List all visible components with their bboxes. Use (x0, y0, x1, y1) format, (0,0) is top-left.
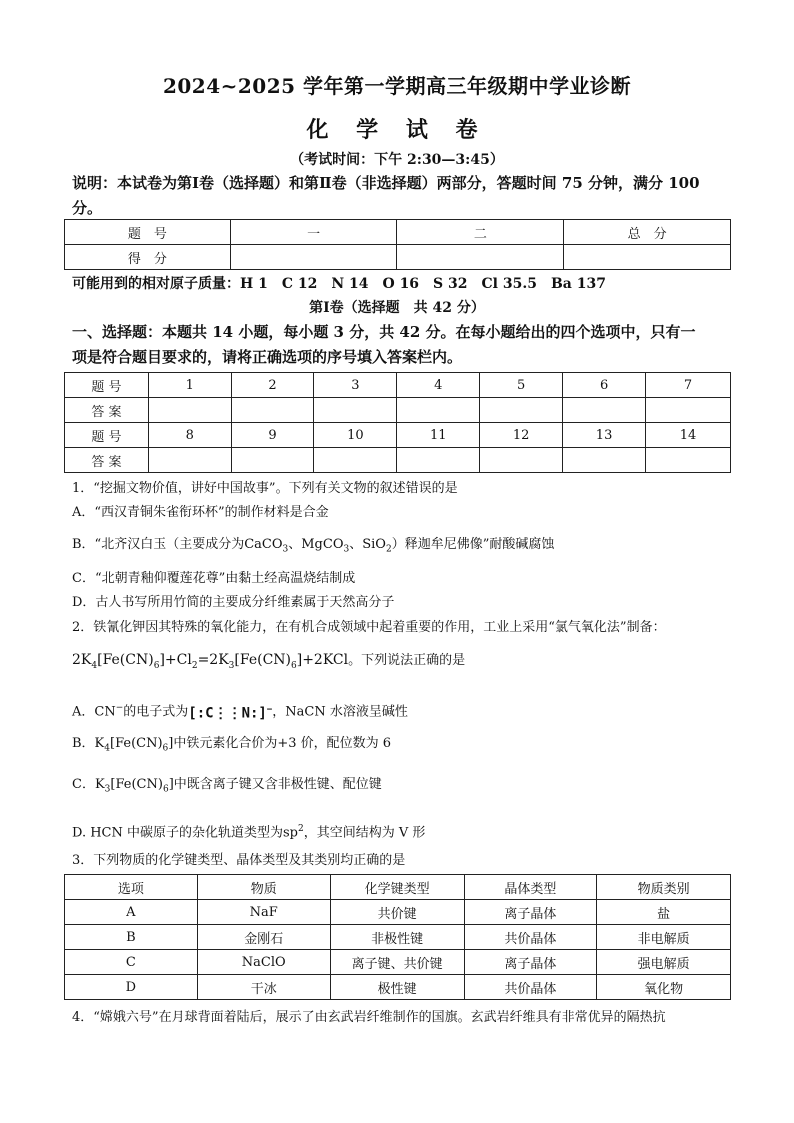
exam-time: （考试时间：下午 2:30—3:45） (290, 152, 504, 168)
answer-cell[interactable] (563, 448, 646, 473)
question-number: 2 (231, 373, 314, 398)
q3-table (64, 874, 731, 1000)
q3-header-cell: 选项 (65, 875, 198, 900)
instructions-line-2: 分。 (72, 199, 103, 217)
q3-cell: A (65, 900, 198, 925)
q3-cell: 极性键 (330, 975, 464, 1000)
q1-option-b-tail: ）释迦牟尼佛像”耐酸碱腐蚀 (391, 537, 555, 552)
q1-option-c: C．“北朝青釉仰覆莲花尊”由黏土经高温烧结制成 (72, 571, 356, 586)
q2-stem: 2．铁氰化钾因其特殊的氧化能力，在有机合成领域中起着重要的作用，工业上采用“氯气氧化法”制备： (72, 620, 666, 635)
answer-cell[interactable] (148, 398, 231, 423)
answer-table-label: 题 号 (65, 373, 149, 398)
q3-cell: B (65, 925, 198, 950)
q1-option-a: A．“西汉青铜朱雀衔环杯”的制作材料是合金 (72, 505, 329, 520)
q2-d-post: ，其空间结构为 V 形 (303, 825, 426, 841)
question-number: 8 (148, 423, 231, 448)
answer-cell[interactable] (314, 398, 397, 423)
q4-stem: 4．“嫦娥六号”在月球背面着陆后，展示了由玄武岩纤维制作的国旗。玄武岩纤维具有非常优异的隔热抗 (72, 1010, 666, 1025)
answer-cell[interactable] (397, 448, 480, 473)
score-table (64, 219, 731, 270)
q2-option-c: C．$K_3[Fe(CN)_6]$中既含离子键又含非极性键、配位键 (72, 777, 382, 795)
instructions-line-1: 说明：本试卷为第Ⅰ卷（选择题）和第Ⅱ卷（非选择题）两部分，答题时间 75 分钟，满分 100 (72, 174, 700, 192)
q2-c-post: 中既含离子键又含非极性键、配位键 (173, 777, 382, 792)
q3-cell: 离子键、共价键 (330, 950, 464, 975)
score-header-cell: 题 号 (65, 220, 231, 245)
q3-cell: 共价晶体 (464, 925, 597, 950)
answer-cell[interactable] (231, 398, 314, 423)
answer-cell[interactable] (397, 398, 480, 423)
cyanide-lewis-structure: [:C⋮⋮N:]− (188, 705, 273, 722)
answer-cell[interactable] (231, 448, 314, 473)
q1-option-b-text: B．“北齐汉白玉（主要成分为 (72, 537, 245, 552)
q3-cell: 离子晶体 (464, 950, 597, 975)
q3-cell: 金刚石 (197, 925, 330, 950)
answer-cell[interactable] (314, 448, 397, 473)
question-number: 7 (646, 373, 731, 398)
answer-cell[interactable] (646, 448, 731, 473)
q2-a-post: ，NaCN 水溶液呈碱性 (272, 704, 408, 720)
answer-cell[interactable] (480, 448, 563, 473)
q3-stem: 3．下列物质的化学键类型、晶体类型及其类别均正确的是 (72, 853, 406, 868)
answer-cell[interactable] (480, 398, 563, 423)
atomic-masses: 可能用到的相对原子质量：H 1 C 12 N 14 O 16 S 32 Cl 35.5 Ba 137 (72, 276, 606, 292)
q3-cell: 氧化物 (597, 975, 731, 1000)
score-cell (397, 245, 564, 270)
q3-cell: C (65, 950, 198, 975)
question-number: 3 (314, 373, 397, 398)
q2-equation-tail: 。下列说法正确的是 (348, 653, 466, 668)
q2-a-prefix: A．CN (72, 704, 116, 720)
q3-header-cell: 化学键类型 (330, 875, 464, 900)
q3-cell: NaF (197, 900, 330, 925)
answer-cell[interactable] (563, 398, 646, 423)
score-cell (564, 245, 731, 270)
question-number: 1 (148, 373, 231, 398)
score-label-cell: 得 分 (65, 245, 231, 270)
q2-a-mid: 的电子式为 (123, 704, 189, 720)
score-header-cell: 二 (397, 220, 564, 245)
q3-cell: 共价键 (330, 900, 464, 925)
q2-option-a: A．CN−的电子式为[:C⋮⋮N:]−，NaCN 水溶液呈碱性 (72, 703, 408, 722)
q2-option-d: D. HCN 中碳原子的杂化轨道类型为$sp^2$，其空间结构为 V 形 (72, 824, 426, 841)
q3-cell: 强电解质 (597, 950, 731, 975)
answer-table-label: 题 号 (65, 423, 149, 448)
q2-option-b: B．$K_4[Fe(CN)_6]$中铁元素化合价为+3 价，配位数为 6 (72, 736, 392, 754)
question-number: 12 (480, 423, 563, 448)
score-header-cell: 总 分 (564, 220, 731, 245)
q3-cell: 离子晶体 (464, 900, 597, 925)
q3-cell: 非极性键 (330, 925, 464, 950)
q3-cell: 共价晶体 (464, 975, 597, 1000)
question-number: 10 (314, 423, 397, 448)
q3-header-cell: 物质 (197, 875, 330, 900)
q3-cell: D (65, 975, 198, 1000)
q1-stem: 1．“挖掘文物价值，讲好中国故事”。下列有关文物的叙述错误的是 (72, 481, 458, 496)
q3-cell: 盐 (597, 900, 731, 925)
question-number: 4 (397, 373, 480, 398)
answer-table-label: 答 案 (65, 448, 149, 473)
answer-table-label: 答 案 (65, 398, 149, 423)
subject-title: 化 学 试 卷 (306, 117, 488, 143)
score-cell (230, 245, 397, 270)
q1-option-b: B．“北齐汉白玉（主要成分为CaCO$_3$、MgCO$_3$、SiO$_2$）释迦牟尼佛像”耐酸碱腐蚀 (72, 537, 555, 555)
section-1-intro-2: 项是符合题目要求的，请将正确选项的序号填入答案栏内。 (72, 348, 463, 366)
question-number: 13 (563, 423, 646, 448)
q3-cell: NaClO (197, 950, 330, 975)
q2-d-prefix: D. HCN 中碳原子的杂化轨道类型为 (72, 825, 284, 841)
exam-title: 2024~2025 学年第一学期高三年级期中学业诊断 (162, 74, 632, 98)
section-1-heading: 第Ⅰ卷（选择题 共 42 分） (309, 300, 485, 316)
q2-equation: $2K_4[Fe(CN)_6]+Cl_2=2K_3[Fe(CN)_6]+2KCl$。下列说法正确的是 (72, 652, 466, 671)
q3-header-cell: 晶体类型 (464, 875, 597, 900)
question-number: 11 (397, 423, 480, 448)
question-number: 6 (563, 373, 646, 398)
q3-cell: 干冰 (197, 975, 330, 1000)
question-number: 5 (480, 373, 563, 398)
section-1-intro-1: 一、选择题：本题共 14 小题，每小题 3 分，共 42 分。在每小题给出的四个选项中，只有一 (72, 323, 696, 341)
question-number: 14 (646, 423, 731, 448)
q3-cell: 非电解质 (597, 925, 731, 950)
score-header-cell: 一 (230, 220, 397, 245)
answer-cell[interactable] (148, 448, 231, 473)
answer-table (64, 372, 731, 473)
q3-header-cell: 物质类别 (597, 875, 731, 900)
q1-option-d: D．古人书写所用竹简的主要成分纤维素属于天然高分子 (72, 595, 395, 610)
question-number: 9 (231, 423, 314, 448)
q2-b-post: 中铁元素化合价为+3 价，配位数为 6 (173, 736, 392, 751)
answer-cell[interactable] (646, 398, 731, 423)
